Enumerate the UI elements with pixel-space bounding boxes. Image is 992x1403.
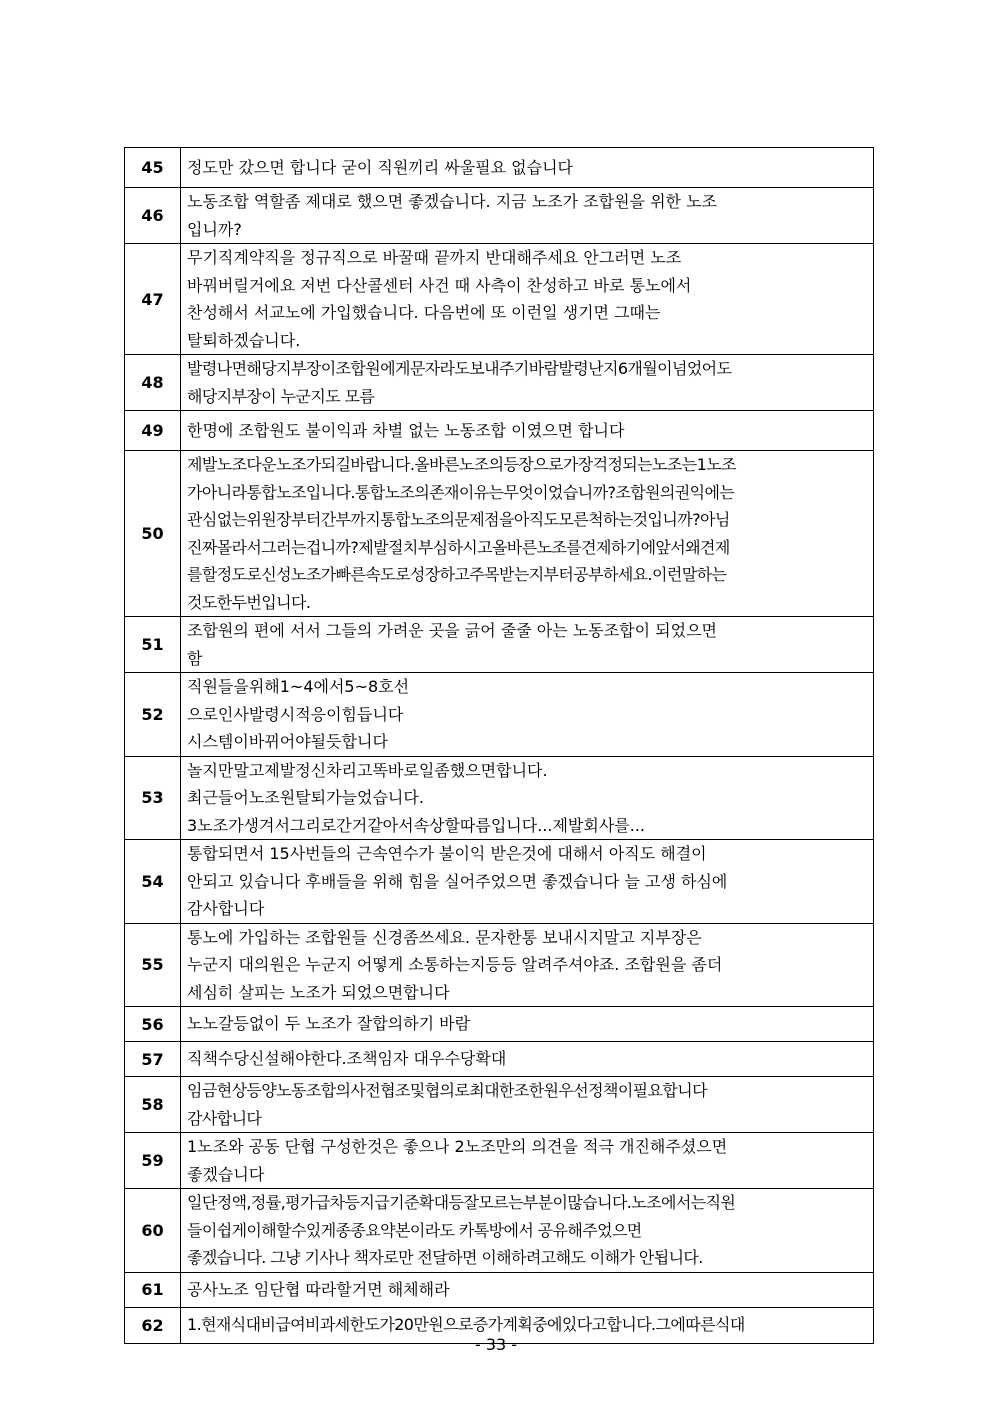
table-row <box>125 1042 874 1077</box>
row-number: 56 <box>125 1007 181 1042</box>
response-text <box>181 188 874 244</box>
survey-response-table <box>124 147 874 1344</box>
response-text <box>181 1077 874 1133</box>
table-row <box>125 923 874 1007</box>
row-number: 55 <box>125 923 181 1007</box>
row-number: 60 <box>125 1189 181 1273</box>
response-line: 직책수당신설해야한다.조책임자 대우수당확대 <box>187 1049 507 1069</box>
response-text <box>181 617 874 673</box>
response-text <box>181 451 874 617</box>
response-line: 가아니라통합노조입니다.통합노조의존재이유는무엇이었습니까?조합원의권익에는 <box>187 482 735 502</box>
row-number: 62 <box>125 1307 181 1343</box>
response-line: 함 <box>187 648 203 668</box>
table-row <box>125 1133 874 1189</box>
table-row <box>125 1189 874 1273</box>
row-number: 50 <box>125 451 181 617</box>
response-line: 감사합니다 <box>187 1108 262 1128</box>
response-text <box>181 1189 874 1273</box>
row-number: 47 <box>125 244 181 355</box>
response-text <box>181 1007 874 1042</box>
row-number: 61 <box>125 1272 181 1307</box>
response-line: 진짜몰라서그러는겁니까?제발절치부심하시고올바른노조를견제하기에앞서왜견제 <box>187 537 730 557</box>
table-row <box>125 188 874 244</box>
table-row <box>125 840 874 924</box>
response-text <box>181 244 874 355</box>
response-line: 3노조가생겨서그리로간거같아서속상할따름입니다...제발회사를... <box>187 815 646 835</box>
response-line: 해당지부장이 누군지도 모름 <box>187 386 375 406</box>
response-line: 좋겠습니다 <box>187 1164 265 1184</box>
table-row <box>125 148 874 188</box>
table-row <box>125 244 874 355</box>
response-line: 무기직계약직을 정규직으로 바꿀때 끝까지 반대해주세요 안그러면 노조 <box>187 248 682 267</box>
response-text <box>181 756 874 840</box>
response-text <box>181 673 874 757</box>
table-row <box>125 1272 874 1307</box>
row-number: 51 <box>125 617 181 673</box>
table-row <box>125 451 874 617</box>
row-number: 59 <box>125 1133 181 1189</box>
response-line: 세심히 살피는 노조가 되었으면합니다 <box>187 982 450 1002</box>
row-number: 54 <box>125 840 181 924</box>
response-text <box>181 1133 874 1189</box>
response-line: 노동조합 역할좀 제대로 했으면 좋겠습니다. 지금 노조가 조합원을 위한 노조 <box>187 192 717 211</box>
response-line: 관심없는위원장부터간부까지통합노조의문제점을아직도모른척하는것입니까?아님 <box>187 510 730 529</box>
response-line: 좋겠습니다. 그냥 기사나 책자로만 전달하면 이해하려고해도 이해가 안됩니다. <box>187 1248 703 1267</box>
response-line: 바꿔버릴거에요 저번 다산콜센터 사건 때 사측이 찬성하고 바로 통노에서 <box>187 275 692 295</box>
row-number: 49 <box>125 411 181 451</box>
row-number: 45 <box>125 148 181 188</box>
response-line: 찬성해서 서교노에 가입했습니다. 다음번에 또 이런일 생기면 그때는 <box>187 303 661 322</box>
response-line: 탈퇴하겠습니다. <box>187 330 301 350</box>
row-number: 53 <box>125 756 181 840</box>
response-line: 발령나면해당지부장이조합원에게문자라도보내주기바람발령난지6개월이넘었어도 <box>187 359 732 378</box>
table-row <box>125 673 874 757</box>
response-text <box>181 148 874 188</box>
response-line: 놀지만말고제발정신차리고똑바로일좀했으면합니다. <box>187 760 548 780</box>
row-number: 48 <box>125 355 181 411</box>
response-line: 들이쉽게이해할수있게종종요약본이라도 카톡방에서 공유해주었으면 <box>187 1220 642 1240</box>
response-line: 직원들을위해1~4에서5~8호선 <box>187 677 410 696</box>
response-line: 통합되면서 15사번들의 근속연수가 불이익 받은것에 대해서 아직도 해결이 <box>187 844 707 863</box>
table-row <box>125 1077 874 1133</box>
table-row <box>125 617 874 673</box>
table-row <box>125 1007 874 1042</box>
response-line: 임금현상등양노동조합의사전협조및협의로최대한조한원우선정책이필요합니다 <box>187 1081 707 1100</box>
response-line: 를할정도로신성노조가빠른속도로성장하고주목받는지부터공부하세요.이런말하는 <box>187 565 727 584</box>
response-line: 것도한두번입니다. <box>187 592 311 612</box>
response-line: 공사노조 임단협 따라할거면 해체해라 <box>187 1279 450 1299</box>
page-number: - 33 - <box>474 1335 518 1354</box>
response-text <box>181 840 874 924</box>
response-line: 통노에 가입하는 조합원들 신경좀쓰세요. 문자한통 보내시지말고 지부장은 <box>187 927 702 947</box>
row-number: 52 <box>125 673 181 757</box>
response-text <box>181 411 874 451</box>
response-line: 입니까? <box>187 219 242 239</box>
response-line: 1노조와 공동 단협 구성한것은 좋으나 2노조만의 의견을 적극 개진해주셨으면 <box>187 1137 728 1156</box>
response-line: 시스템이바뀌어야될듯합니다 <box>187 732 388 751</box>
row-number: 58 <box>125 1077 181 1133</box>
response-line: 조합원의 편에 서서 그들의 가려운 곳을 긁어 줄줄 아는 노동조합이 되었으면 <box>187 621 717 640</box>
response-line: 누군지 대의원은 누군지 어떻게 소통하는지등등 알려주셔야죠. 조합원을 좀더 <box>187 955 723 974</box>
response-line: 감사합니다 <box>187 899 265 918</box>
row-number: 46 <box>125 188 181 244</box>
response-text <box>181 923 874 1007</box>
response-text <box>181 1272 874 1307</box>
row-number: 57 <box>125 1042 181 1077</box>
response-line: 안되고 있습니다 후배들을 위해 힘을 실어주었으면 좋겠습니다 늘 고생 하심에 <box>187 871 728 891</box>
response-line: 으로인사발령시적응이힘듭니다 <box>187 704 404 724</box>
table-row <box>125 355 874 411</box>
response-line: 한명에 조합원도 불이익과 차별 없는 노동조합 이였으면 합니다 <box>187 420 625 440</box>
response-text <box>181 1042 874 1077</box>
response-line: 일단정액,정률,평가급차등지급기준확대등잘모르는부분이많습니다.노조에서는직원 <box>187 1193 736 1212</box>
response-line: 1.현재식대비급여비과세한도가20만원으로증가계획중에있다고합니다.그에따른식대 <box>187 1315 745 1335</box>
response-line: 제발노조다운노조가되길바랍니다.올바른노조의등장으로가장걱정되는노조는1노조 <box>187 455 736 474</box>
table-row <box>125 756 874 840</box>
response-line: 최근들어노조원탈퇴가늘었습니다. <box>187 788 424 807</box>
response-line: 노노갈등없이 두 노조가 잘합의하기 바람 <box>187 1014 471 1034</box>
response-line: 정도만 갔으면 합니다 굳이 직원끼리 싸울필요 없습니다 <box>187 157 574 177</box>
response-text <box>181 355 874 411</box>
table-row <box>125 411 874 451</box>
